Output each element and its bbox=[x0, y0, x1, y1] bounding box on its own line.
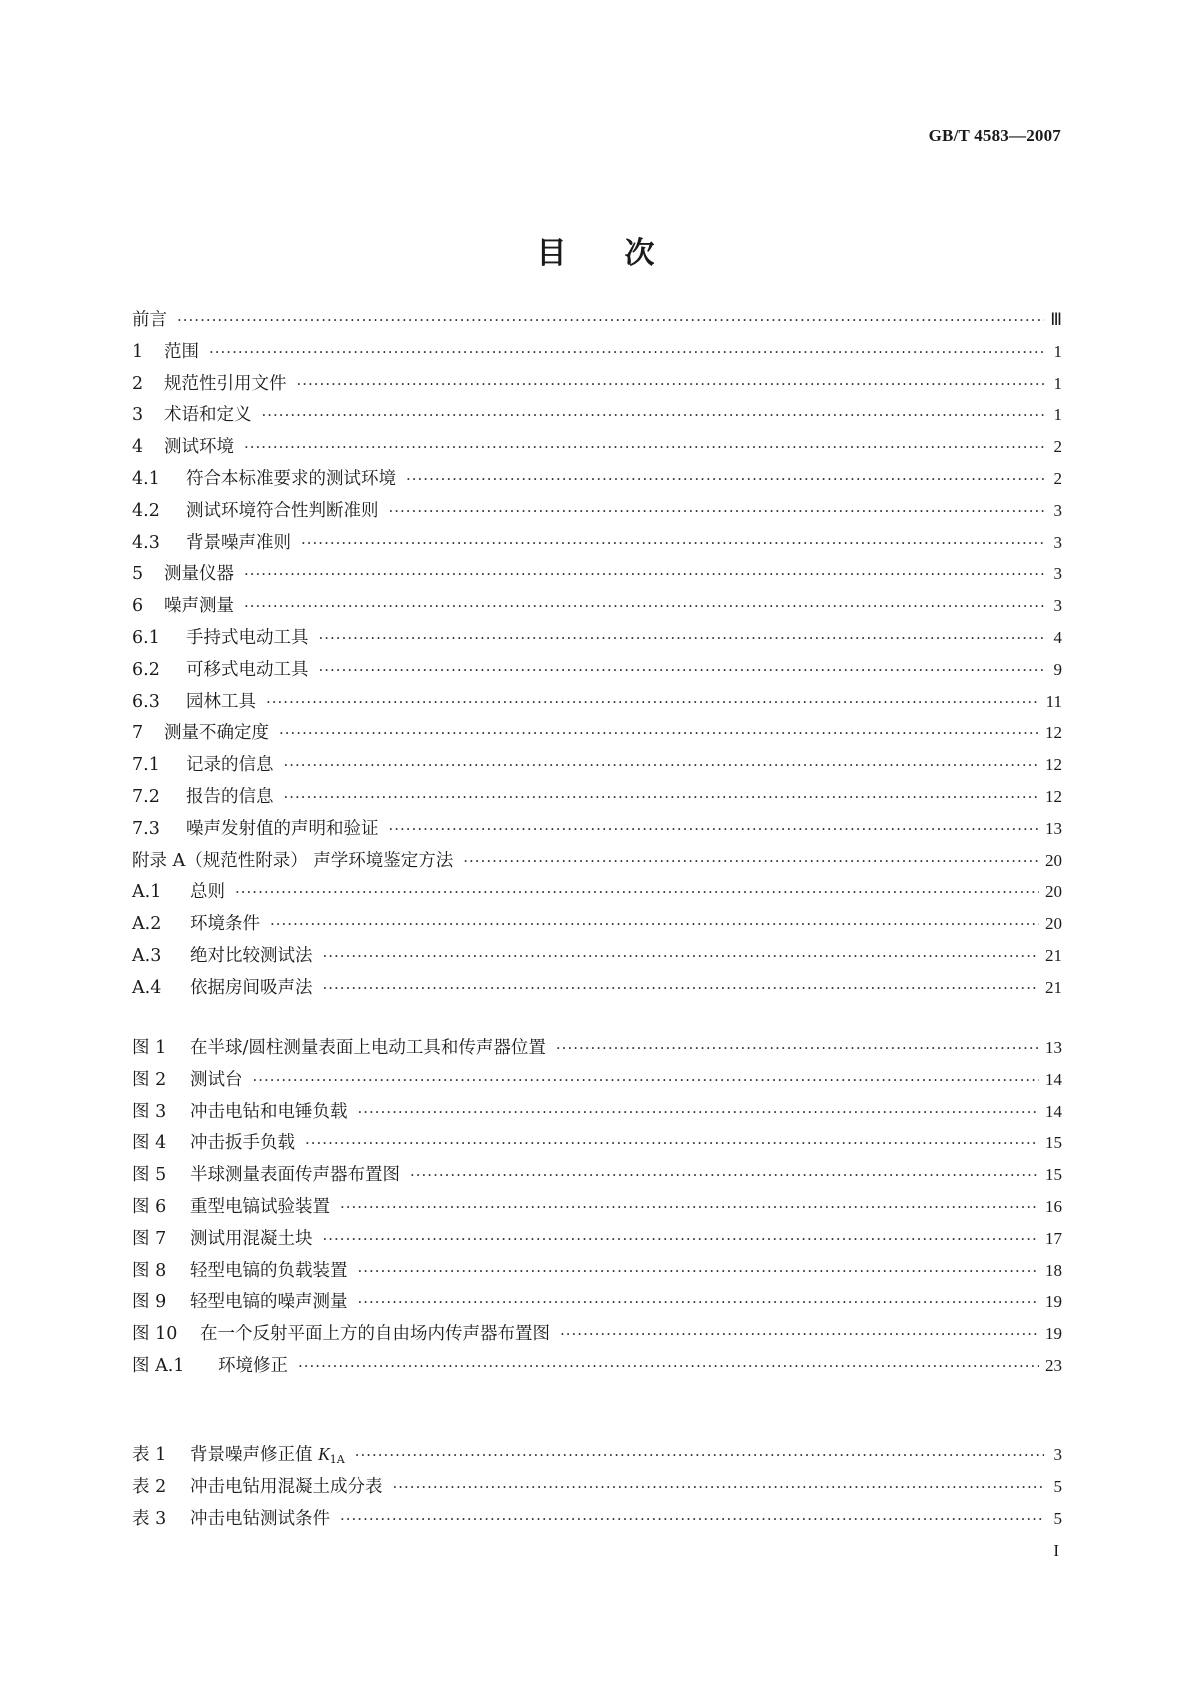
toc-entry[interactable] bbox=[132, 847, 1062, 879]
table-entry-number: 表 3 bbox=[132, 1508, 167, 1529]
leader-dots bbox=[358, 1262, 1040, 1280]
figure-entry-page: 19 bbox=[1045, 1292, 1062, 1312]
figure-entry-label: 冲击扳手负载 bbox=[190, 1133, 295, 1154]
figure-entry-number: 图 7 bbox=[132, 1228, 167, 1249]
toc-entry-number: 7.1 bbox=[132, 755, 160, 776]
leader-dots bbox=[355, 1446, 1044, 1464]
toc-entry-label: 报告的信息 bbox=[186, 786, 274, 807]
toc-entry[interactable] bbox=[132, 465, 1062, 497]
figure-entry-number: 图 9 bbox=[132, 1292, 167, 1313]
figure-entry-number: 图 10 bbox=[132, 1324, 178, 1345]
table-entry[interactable] bbox=[132, 1505, 1062, 1537]
leader-dots bbox=[298, 1357, 1039, 1375]
figure-entry[interactable] bbox=[132, 1225, 1062, 1257]
figure-entry[interactable] bbox=[132, 1098, 1062, 1130]
leader-dots bbox=[305, 1134, 1039, 1152]
figure-entry[interactable] bbox=[132, 1066, 1062, 1098]
toc-entry-number: 6.2 bbox=[132, 659, 160, 680]
figure-entry-label: 轻型电镐的负载装置 bbox=[190, 1260, 348, 1281]
figure-entry-page: 17 bbox=[1045, 1228, 1062, 1248]
leader-dots bbox=[235, 883, 1039, 901]
figure-entry-number: 图 A.1 bbox=[132, 1355, 185, 1376]
contents-list bbox=[132, 306, 1062, 1006]
toc-entry-label: 绝对比较测试法 bbox=[190, 945, 313, 966]
leader-dots bbox=[358, 1103, 1040, 1121]
toc-entry-number: 2 bbox=[132, 373, 144, 394]
figure-entry-page: 15 bbox=[1045, 1165, 1062, 1185]
toc-entry-label: 测试环境符合性判断准则 bbox=[186, 500, 379, 521]
figure-entry-label: 轻型电镐的噪声测量 bbox=[190, 1292, 348, 1313]
toc-entry[interactable] bbox=[132, 370, 1062, 402]
figure-entry-page: 13 bbox=[1045, 1038, 1062, 1057]
toc-entry-number: 1 bbox=[132, 341, 144, 362]
symbol-subscript: 1A bbox=[329, 1453, 345, 1466]
figure-entry-page: 18 bbox=[1045, 1260, 1062, 1280]
figure-entry-number: 图 2 bbox=[132, 1069, 167, 1090]
toc-entry-label: 手持式电动工具 bbox=[186, 627, 309, 648]
toc-entry-number: 4.3 bbox=[132, 532, 160, 553]
toc-entry-page: Ⅲ bbox=[1050, 310, 1062, 329]
leader-dots bbox=[244, 438, 1044, 456]
leader-dots bbox=[262, 406, 1045, 424]
figure-entry-label: 在半球/圆柱测量表面上电动工具和传声器位置 bbox=[190, 1038, 546, 1058]
leader-dots bbox=[389, 502, 1045, 520]
figure-entry-number: 图 6 bbox=[132, 1196, 167, 1217]
table-entry-number: 表 2 bbox=[132, 1476, 167, 1497]
figures-list bbox=[132, 1034, 1062, 1384]
table-entry-label: 冲击电钻用混凝土成分表 bbox=[190, 1476, 383, 1497]
toc-entry-label: 术语和定义 bbox=[164, 405, 252, 426]
figure-entry-page: 15 bbox=[1045, 1133, 1062, 1153]
toc-entry-page: 3 bbox=[1053, 532, 1062, 552]
figure-entry[interactable] bbox=[132, 1034, 1062, 1066]
toc-entry-label: 依据房间吸声法 bbox=[190, 977, 313, 998]
table-entry-page: 3 bbox=[1053, 1445, 1062, 1464]
toc-entry-page: 3 bbox=[1053, 564, 1062, 584]
toc-entry-page: 4 bbox=[1053, 627, 1062, 647]
toc-entry-number: A.2 bbox=[132, 914, 162, 935]
figure-entry[interactable] bbox=[132, 1161, 1062, 1193]
leader-dots bbox=[560, 1325, 1039, 1343]
toc-entry[interactable] bbox=[132, 719, 1062, 751]
toc-entry-label: 附录 A（规范性附录） 声学环境鉴定方法 bbox=[132, 850, 454, 871]
toc-entry-page: 20 bbox=[1045, 914, 1062, 934]
toc-entry-page: 1 bbox=[1053, 373, 1062, 393]
toc-entry-page: 13 bbox=[1045, 818, 1062, 838]
figure-entry-page: 14 bbox=[1045, 1069, 1062, 1089]
toc-entry[interactable] bbox=[132, 878, 1062, 910]
figure-entry-number: 图 5 bbox=[132, 1165, 167, 1186]
leader-dots bbox=[319, 629, 1045, 647]
leader-dots bbox=[319, 661, 1045, 679]
leader-dots bbox=[297, 375, 1045, 393]
table-entry-number: 表 1 bbox=[132, 1445, 167, 1465]
leader-dots bbox=[266, 693, 1040, 711]
leader-dots bbox=[244, 597, 1044, 615]
figure-entry-page: 16 bbox=[1045, 1196, 1062, 1216]
toc-entry-page: 2 bbox=[1053, 468, 1062, 488]
leader-dots bbox=[323, 947, 1040, 965]
leader-dots bbox=[284, 756, 1040, 774]
toc-entry[interactable] bbox=[132, 656, 1062, 688]
toc-entry[interactable] bbox=[132, 401, 1062, 433]
leader-dots bbox=[279, 724, 1039, 742]
figure-entry-label: 测试台 bbox=[190, 1069, 243, 1090]
leader-dots bbox=[340, 1198, 1039, 1216]
figure-entry[interactable] bbox=[132, 1193, 1062, 1225]
toc-entry-number: A.4 bbox=[132, 977, 162, 998]
figure-entry-label: 冲击电钻和电锤负载 bbox=[190, 1101, 348, 1122]
toc-entry[interactable] bbox=[132, 433, 1062, 465]
toc-entry-page: 1 bbox=[1053, 405, 1062, 425]
leader-dots bbox=[209, 343, 1044, 361]
leader-dots bbox=[340, 1510, 1044, 1528]
figure-entry-number: 图 3 bbox=[132, 1101, 167, 1122]
leader-dots bbox=[393, 1478, 1045, 1496]
toc-entry-label: 前言 bbox=[132, 310, 167, 330]
toc-entry-page: 3 bbox=[1053, 500, 1062, 520]
table-entry-label: 冲击电钻测试条件 bbox=[190, 1508, 330, 1529]
toc-entry[interactable] bbox=[132, 529, 1062, 561]
toc-entry-label: 测量不确定度 bbox=[164, 723, 269, 744]
leader-dots bbox=[389, 820, 1040, 838]
toc-entry-label: 总则 bbox=[190, 882, 225, 903]
toc-entry-page: 20 bbox=[1045, 882, 1062, 902]
toc-entry-page: 11 bbox=[1045, 691, 1062, 711]
toc-entry[interactable] bbox=[132, 306, 1062, 338]
figure-entry-label: 环境修正 bbox=[218, 1355, 288, 1376]
figure-entry-page: 14 bbox=[1045, 1101, 1062, 1121]
toc-entry-number: A.3 bbox=[132, 945, 162, 966]
toc-entry-page: 12 bbox=[1045, 755, 1062, 775]
leader-dots bbox=[301, 534, 1044, 552]
figure-entry-number: 图 1 bbox=[132, 1038, 167, 1058]
toc-entry-label: 噪声测量 bbox=[164, 596, 234, 617]
toc-entry-number: 3 bbox=[132, 405, 144, 426]
toc-entry[interactable] bbox=[132, 338, 1062, 370]
figure-entry-number: 图 8 bbox=[132, 1260, 167, 1281]
leader-dots bbox=[270, 915, 1039, 933]
toc-entry[interactable] bbox=[132, 592, 1062, 624]
toc-entry-page: 21 bbox=[1045, 945, 1062, 965]
table-entry-label bbox=[190, 1441, 345, 1466]
toc-entry-label: 背景噪声准则 bbox=[186, 532, 291, 553]
toc-entry-label: 记录的信息 bbox=[186, 755, 274, 776]
tables-list bbox=[132, 1441, 1062, 1536]
toc-entry-page: 3 bbox=[1053, 596, 1062, 616]
toc-entry[interactable] bbox=[132, 624, 1062, 656]
toc-entry-number: 4.1 bbox=[132, 468, 160, 489]
toc-entry-page: 2 bbox=[1053, 437, 1062, 457]
toc-entry-label: 测量仪器 bbox=[164, 564, 234, 585]
toc-entry-label: 噪声发射值的声明和验证 bbox=[186, 818, 379, 839]
table-entry-page: 5 bbox=[1053, 1476, 1062, 1496]
figure-entry[interactable] bbox=[132, 1352, 1062, 1384]
toc-entry[interactable] bbox=[132, 751, 1062, 783]
toc-entry-label: 符合本标准要求的测试环境 bbox=[186, 468, 396, 489]
figure-entry[interactable] bbox=[132, 1320, 1062, 1352]
toc-entry-label: 规范性引用文件 bbox=[164, 373, 287, 394]
figure-entry-label: 测试用混凝土块 bbox=[190, 1228, 313, 1249]
toc-entry-label: 测试环境 bbox=[164, 437, 234, 458]
toc-entry-label: 园林工具 bbox=[186, 691, 256, 712]
toc-entry-page: 1 bbox=[1053, 341, 1062, 361]
leader-dots bbox=[323, 1230, 1040, 1248]
figure-entry[interactable] bbox=[132, 1288, 1062, 1320]
figure-entry-label: 在一个反射平面上方的自由场内传声器布置图 bbox=[200, 1324, 550, 1345]
toc-entry-number: 6.3 bbox=[132, 691, 160, 712]
table-entry[interactable] bbox=[132, 1473, 1062, 1505]
figure-entry-page: 23 bbox=[1045, 1355, 1062, 1375]
figure-entry-number: 图 4 bbox=[132, 1133, 167, 1154]
toc-entry-label: 可移式电动工具 bbox=[186, 659, 309, 680]
leader-dots bbox=[358, 1293, 1040, 1311]
toc-entry[interactable] bbox=[132, 910, 1062, 942]
leader-dots bbox=[253, 1071, 1040, 1089]
leader-dots bbox=[284, 788, 1040, 806]
table-entry-title: 背景噪声修正值 bbox=[190, 1445, 313, 1465]
standard-code: GB/T 4583—2007 bbox=[928, 126, 1061, 145]
leader-dots bbox=[244, 565, 1044, 583]
table-entry-page: 5 bbox=[1053, 1508, 1062, 1528]
page-number: I bbox=[1053, 1541, 1059, 1560]
figure-entry-label: 重型电镐试验装置 bbox=[190, 1196, 330, 1217]
toc-entry-page: 21 bbox=[1045, 977, 1062, 997]
figure-entry-page: 19 bbox=[1045, 1324, 1062, 1344]
figure-entry[interactable] bbox=[132, 1129, 1062, 1161]
toc-entry-label: 环境条件 bbox=[190, 914, 260, 935]
toc-entry[interactable] bbox=[132, 783, 1062, 815]
toc-entry-number: 6 bbox=[132, 596, 144, 617]
toc-entry[interactable] bbox=[132, 942, 1062, 974]
toc-entry[interactable] bbox=[132, 815, 1062, 847]
toc-entry-label: 范围 bbox=[164, 341, 199, 362]
toc-entry-number: 4 bbox=[132, 437, 144, 458]
toc-entry[interactable] bbox=[132, 974, 1062, 1006]
figure-entry-label: 半球测量表面传声器布置图 bbox=[190, 1165, 400, 1186]
toc-entry-page: 12 bbox=[1045, 786, 1062, 806]
leader-dots bbox=[556, 1039, 1039, 1057]
leader-dots bbox=[463, 852, 1039, 870]
leader-dots bbox=[323, 979, 1040, 997]
toc-entry[interactable] bbox=[132, 497, 1062, 529]
toc-entry-number: 6.1 bbox=[132, 627, 160, 648]
table-entry[interactable] bbox=[132, 1441, 1062, 1473]
toc-entry-number: 4.2 bbox=[132, 500, 160, 521]
page-title: 目次 bbox=[536, 236, 713, 271]
leader-dots bbox=[406, 470, 1044, 488]
toc-entry-number: 7 bbox=[132, 723, 144, 744]
toc-entry[interactable] bbox=[132, 688, 1062, 720]
toc-entry-number: 7.3 bbox=[132, 818, 160, 839]
toc-entry-number: 5 bbox=[132, 564, 144, 585]
symbol-k: K bbox=[318, 1444, 330, 1464]
toc-entry[interactable] bbox=[132, 560, 1062, 592]
leader-dots bbox=[177, 311, 1044, 329]
toc-entry-page: 12 bbox=[1045, 723, 1062, 743]
figure-entry[interactable] bbox=[132, 1257, 1062, 1289]
toc-entry-number: A.1 bbox=[132, 882, 162, 903]
toc-entry-number: 7.2 bbox=[132, 786, 160, 807]
leader-dots bbox=[410, 1166, 1039, 1184]
toc-entry-page: 9 bbox=[1053, 659, 1062, 679]
toc-entry-page: 20 bbox=[1045, 850, 1062, 870]
